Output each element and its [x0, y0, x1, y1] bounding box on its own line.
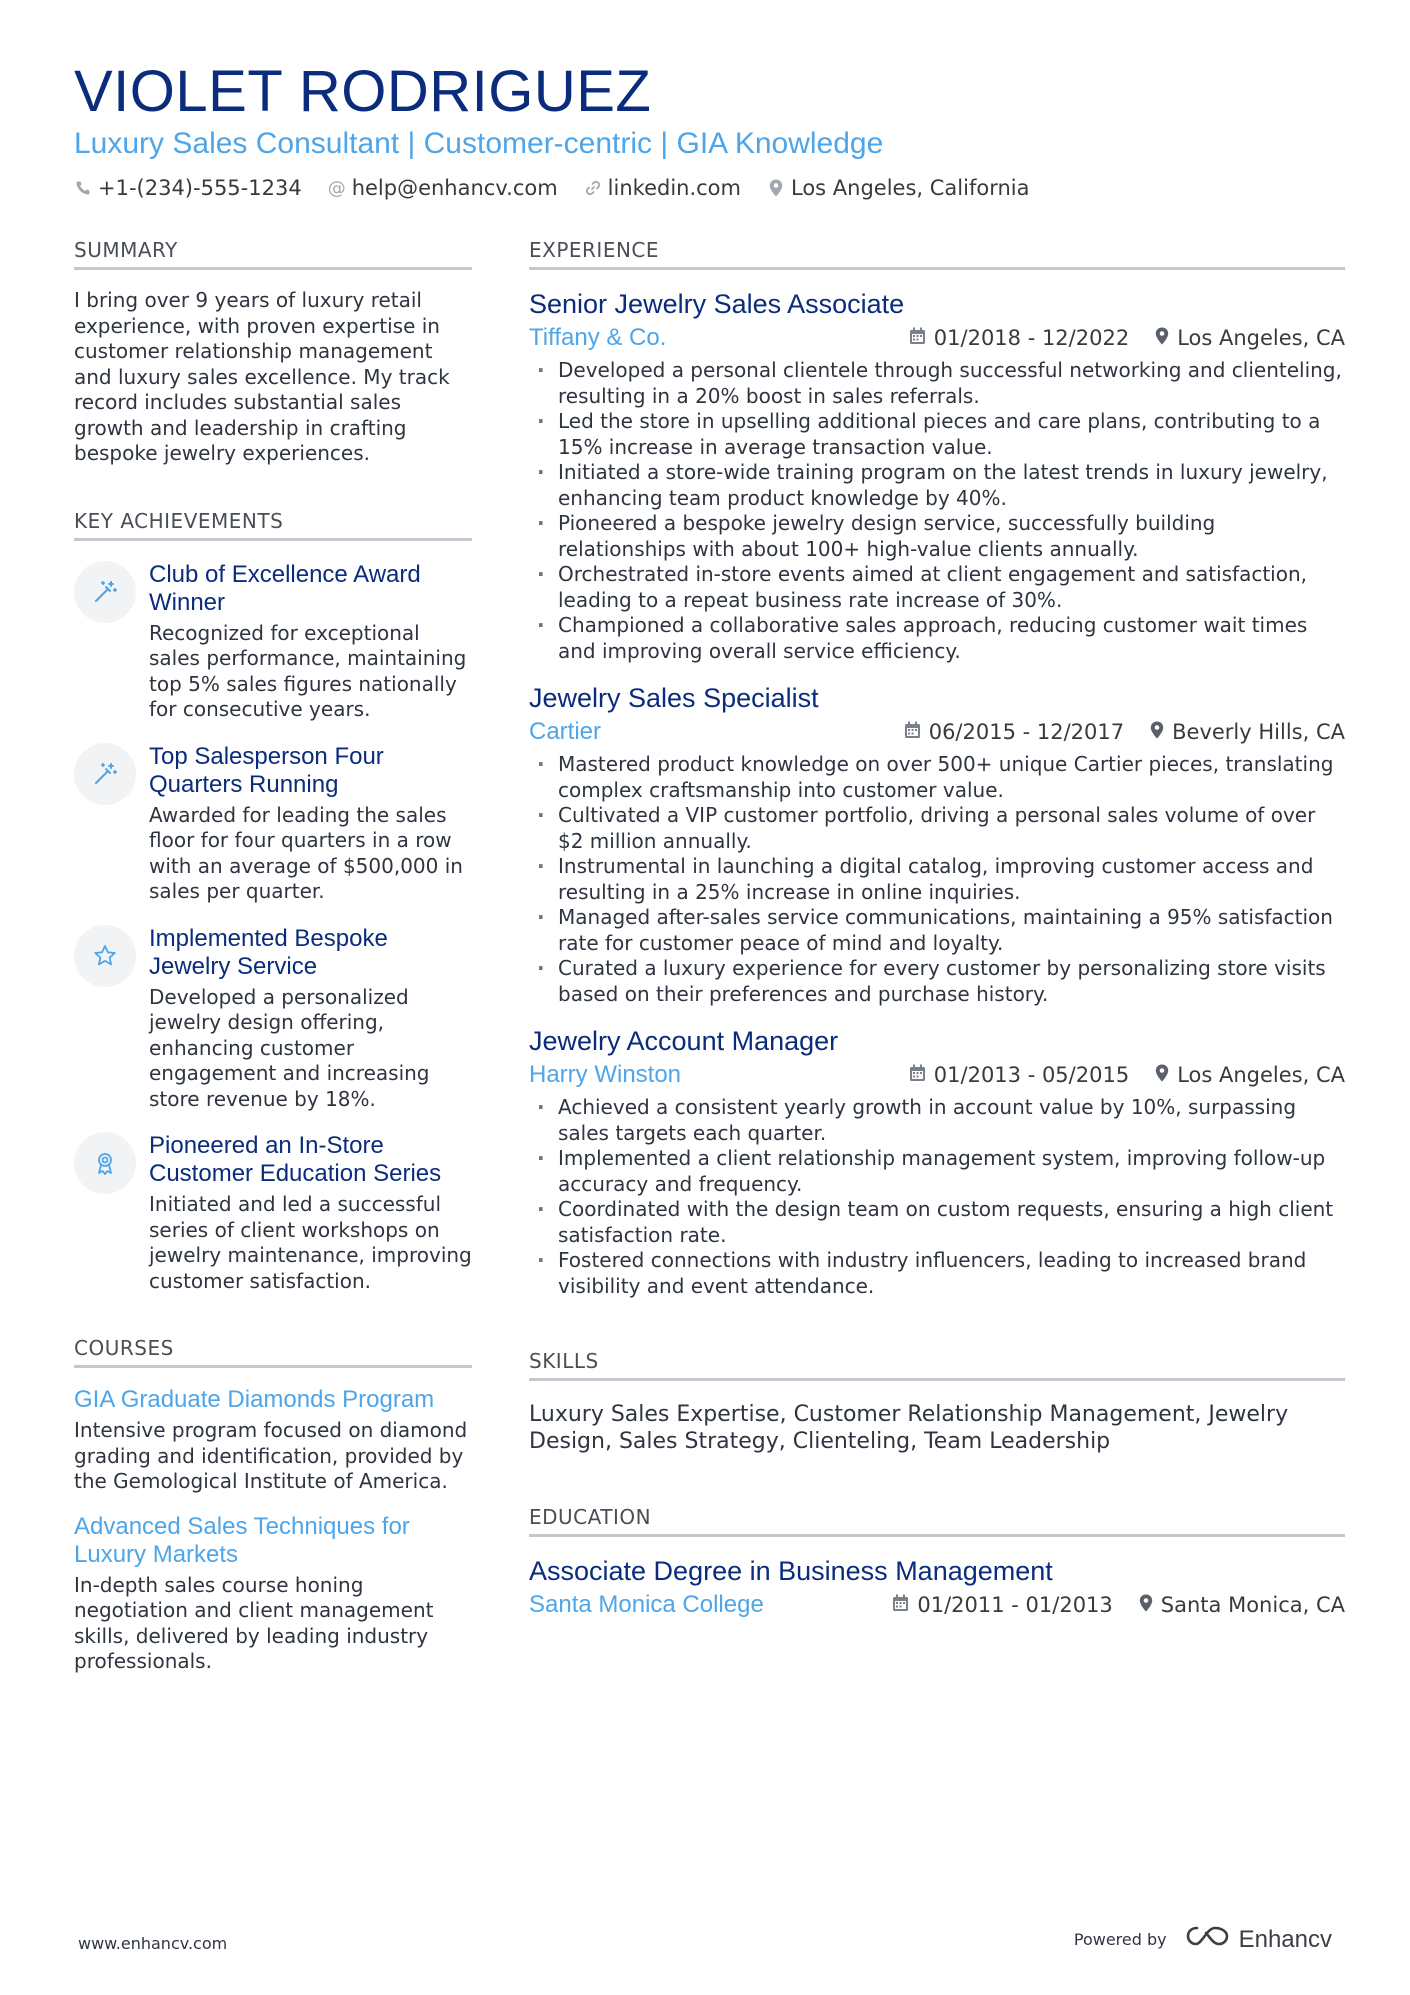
powered-by-label: Powered by: [1073, 1930, 1167, 1949]
skills-heading: SKILLS: [529, 1349, 1345, 1381]
education-entry: [529, 1555, 1345, 1619]
job-dates: 01/2018 - 12/2022: [933, 326, 1130, 350]
job-bullet: · Managed after-sales service communications, maintaining a 95% satisfaction rate for customer peace of mind and loyalty.: [529, 905, 1345, 956]
job-dates: 01/2013 - 05/2015: [933, 1063, 1130, 1087]
course-item: [74, 1386, 472, 1495]
education-location: Santa Monica, CA: [1160, 1593, 1345, 1617]
contact-location-text: Los Angeles, California: [790, 176, 1030, 200]
course-desc: Intensive program focused on diamond grading and identification, provided by the Gemological Institute of America.: [74, 1418, 468, 1493]
contact-bar: [74, 176, 1344, 200]
company-name: Harry Winston: [529, 1061, 682, 1088]
award-icon: [74, 1132, 136, 1194]
achievement-item: [74, 925, 472, 1113]
summary-heading: SUMMARY: [74, 238, 472, 270]
location-icon: [1155, 326, 1169, 350]
job-bullet: · Initiated a store-wide training program on the latest trends in luxury jewelry, enhancing team product knowledge by 40%.: [529, 460, 1345, 511]
achievement-desc: Recognized for exceptional sales performance, maintaining top 5% sales figures nationally for consecutive years.: [149, 620, 467, 721]
experience-section: [529, 238, 1345, 1299]
course-title: Advanced Sales Techniques for Luxury Markets: [74, 1512, 410, 1568]
achievement-title: Club of Excellence Award Winner: [149, 560, 421, 616]
education-heading: EDUCATION: [529, 1505, 1345, 1537]
job-bullet: · Developed a personal clientele through successful networking and clienteling, resulting in a 20% boost in sales referrals.: [529, 358, 1345, 409]
job-bullets: [529, 358, 1345, 664]
right-column: [529, 238, 1345, 1619]
job-location: Los Angeles, CA: [1177, 326, 1345, 350]
school-name: Santa Monica College: [529, 1591, 764, 1618]
achievement-item: [74, 561, 472, 723]
degree-title: Associate Degree in Business Management: [529, 1556, 1053, 1586]
location-icon: [1150, 720, 1164, 744]
job-title: Jewelry Account Manager: [529, 1026, 839, 1056]
location-icon: [767, 178, 785, 198]
job-bullets: [529, 1095, 1345, 1299]
contact-location: [767, 176, 1030, 200]
contact-phone: [74, 176, 302, 200]
job-bullet: · Curated a luxury experience for every customer by personalizing store visits based on their preferences and purchase history.: [529, 956, 1345, 1007]
course-desc: In-depth sales course honing negotiation and client management skills, delivered by leading industry professionals.: [74, 1572, 434, 1673]
job-title: Jewelry Sales Specialist: [529, 683, 819, 713]
calendar-icon: [904, 720, 921, 744]
summary-text: I bring over 9 years of luxury retail experience, with proven expertise in customer relationship management and luxury sales excellence. My track record includes substantial sales growth and leadership in crafting bespoke jewelry experiences.: [74, 288, 450, 465]
infinity-logo-icon: [1185, 1924, 1231, 1955]
magic-wand-icon: [74, 561, 136, 623]
job-bullets: [529, 752, 1345, 1007]
resume-header: [74, 60, 1344, 200]
achievement-item: [74, 1132, 472, 1294]
courses-section: [74, 1336, 472, 1675]
job-bullet: · Cultivated a VIP customer portfolio, driving a personal sales volume of over $2 million annually.: [529, 803, 1345, 854]
job-entry: [529, 1025, 1345, 1299]
course-item: [74, 1513, 472, 1675]
job-entry: [529, 682, 1345, 1007]
brand-name: Enhancv: [1238, 1925, 1332, 1953]
education-section: [529, 1505, 1345, 1619]
contact-email-text: help@enhancv.com: [351, 176, 558, 200]
achievement-title: Implemented Bespoke Jewelry Service: [149, 924, 388, 980]
job-entry: [529, 288, 1345, 664]
job-bullet: · Instrumental in launching a digital catalog, improving customer access and resulting in a 25% increase in online inquiries.: [529, 854, 1345, 905]
job-bullet: · Pioneered a bespoke jewelry design service, successfully building relationships with about 100+ high-value clients annually.: [529, 511, 1345, 562]
job-bullet: · Championed a collaborative sales approach, reducing customer wait times and improving overall service efficiency.: [529, 613, 1345, 664]
company-name: Cartier: [529, 718, 602, 745]
left-column: [74, 238, 472, 1675]
achievement-desc: Awarded for leading the sales floor for four quarters in a row with an average of $500,000 in sales per quarter.: [149, 802, 463, 903]
summary-section: [74, 238, 472, 467]
phone-icon: [74, 178, 92, 198]
achievements-section: [74, 509, 472, 1295]
job-bullet: · Achieved a consistent yearly growth in account value by 10%, surpassing sales targets each quarter.: [529, 1095, 1345, 1146]
achievement-title: Pioneered an In-Store Customer Education Series: [149, 1132, 442, 1187]
calendar-icon: [892, 1593, 909, 1617]
job-location: Los Angeles, CA: [1177, 1063, 1345, 1087]
education-dates: 01/2011 - 01/2013: [917, 1593, 1113, 1617]
contact-email[interactable]: [328, 176, 558, 200]
contact-linkedin-text: linkedin.com: [607, 176, 741, 200]
link-icon: [584, 178, 602, 198]
location-icon: [1139, 1593, 1153, 1617]
job-dates: 06/2015 - 12/2017: [928, 720, 1125, 744]
calendar-icon: [909, 1063, 926, 1087]
footer-branding: [1074, 1924, 1332, 1955]
achievement-desc: Initiated and led a successful series of client workshops on jewelry maintenance, improving customer satisfaction.: [149, 1192, 472, 1293]
job-bullet: · Coordinated with the design team on custom requests, ensuring a high client satisfaction rate.: [529, 1197, 1345, 1248]
magic-wand-icon: [74, 743, 136, 805]
job-bullet: · Led the store in upselling additional pieces and care plans, contributing to a 15% increase in average transaction value.: [529, 409, 1345, 460]
enhancv-logo[interactable]: [1185, 1924, 1332, 1955]
candidate-tagline: Luxury Sales Consultant | Customer-centric | GIA Knowledge: [74, 127, 884, 160]
job-location: Beverly Hills, CA: [1172, 720, 1345, 744]
candidate-name: VIOLET RODRIGUEZ: [74, 59, 652, 124]
experience-heading: EXPERIENCE: [529, 238, 1345, 270]
contact-phone-text: +1-(234)-555-1234: [98, 176, 302, 200]
job-bullet: · Orchestrated in-store events aimed at client engagement and satisfaction, leading to a repeat business rate increase of 30%.: [529, 562, 1345, 613]
at-icon: @: [327, 177, 346, 199]
course-title: GIA Graduate Diamonds Program: [74, 1386, 435, 1413]
skills-text: Luxury Sales Expertise, Customer Relationship Management, Jewelry Design, Sales Strategy, Clienteling, Team Leadership: [529, 1402, 1289, 1454]
job-bullet: · Mastered product knowledge on over 500+ unique Cartier pieces, translating complex craftsmanship into customer value.: [529, 752, 1345, 803]
location-icon: [1155, 1063, 1169, 1087]
star-icon: [74, 925, 136, 987]
achievement-title: Top Salesperson Four Quarters Running: [149, 742, 384, 798]
achievements-heading: KEY ACHIEVEMENTS: [74, 509, 472, 541]
job-title: Senior Jewelry Sales Associate: [529, 289, 905, 319]
job-bullet: · Fostered connections with industry influencers, leading to increased brand visibility and event attendance.: [529, 1248, 1345, 1299]
calendar-icon: [909, 326, 926, 350]
company-name: Tiffany & Co.: [529, 324, 667, 351]
footer-website[interactable]: www.enhancv.com: [78, 1934, 228, 1953]
courses-heading: COURSES: [74, 1336, 472, 1368]
contact-linkedin[interactable]: [584, 176, 741, 200]
skills-section: [529, 1349, 1345, 1455]
achievement-desc: Developed a personalized jewelry design offering, enhancing customer engagement and increasing store revenue by 18%.: [149, 984, 430, 1111]
achievement-item: [74, 743, 472, 905]
job-bullet: · Implemented a client relationship management system, improving follow-up accuracy and frequency.: [529, 1146, 1345, 1197]
